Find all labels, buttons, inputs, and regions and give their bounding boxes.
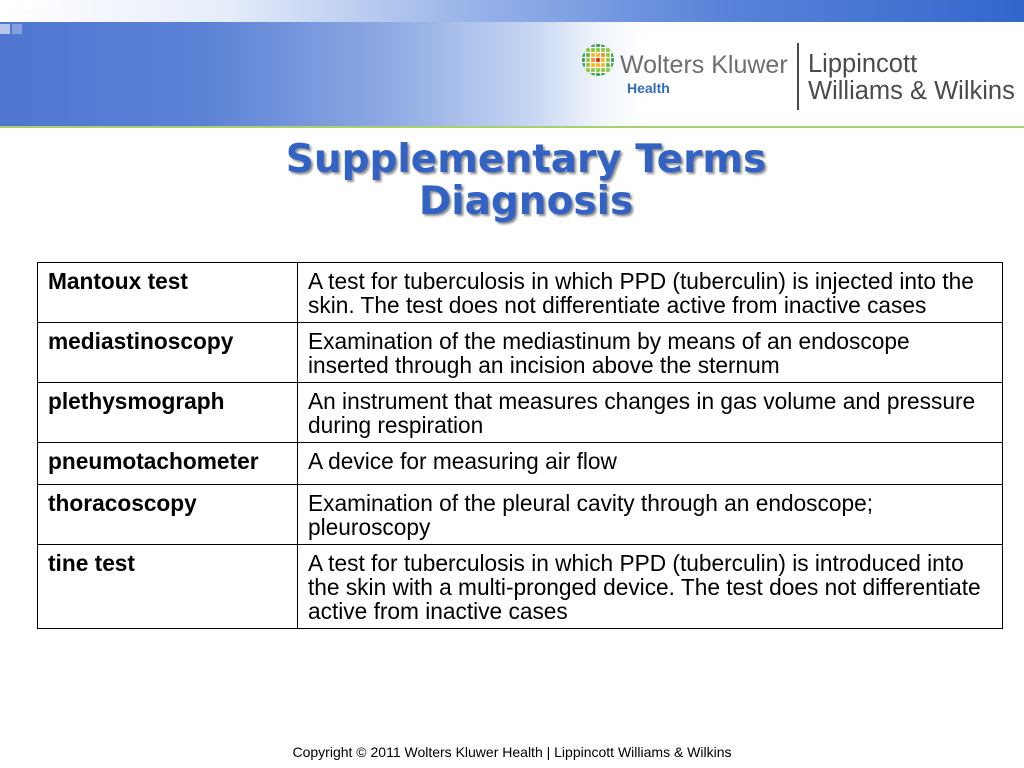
term-cell: tine test [38,545,298,629]
copyright-footer: Copyright © 2011 Wolters Kluwer Health | Lippincott Williams & Wilkins [292,744,732,760]
definition-cell: A test for tuberculosis in which PPD (tuberculin) is injected into the skin. The test does not differentiate active from inactive cases [298,263,1003,323]
term-cell: thoracoscopy [38,485,298,545]
imprint-name-line-1: Lippincott [808,50,918,78]
division-name: Health [627,80,670,96]
term-cell: plethysmograph [38,383,298,443]
definition-cell: Examination of the pleural cavity through an endoscope; pleuroscopy [298,485,1003,545]
publisher-logo [0,0,1024,128]
term-cell: mediastinoscopy [38,323,298,383]
table-row [38,323,1003,383]
table-row [38,485,1003,545]
wolters-kluwer-globe-icon [581,43,615,77]
table-row [38,545,1003,629]
slide-title [40,139,1012,223]
title-line-1: Supplementary Terms [285,137,767,182]
table-row [38,383,1003,443]
term-cell: Mantoux test [38,263,298,323]
definition-cell: An instrument that measures changes in gas volume and pressure during respiration [298,383,1003,443]
definition-cell: A test for tuberculosis in which PPD (tuberculin) is introduced into the skin with a multi-pronged device. The test does not differentiate active from inactive cases [298,545,1003,629]
brand-name: Wolters Kluwer [620,51,788,79]
header-band [0,0,1024,128]
term-cell: pneumotachometer [38,443,298,485]
logo-divider [797,43,799,110]
table-row [38,443,1003,485]
terms-table [37,262,1003,629]
table-row [38,263,1003,323]
definition-cell: Examination of the mediastinum by means of an endoscope inserted through an incision above the sternum [298,323,1003,383]
imprint-name-line-2: Williams & Wilkins [808,77,1015,105]
definition-cell: A device for measuring air flow [298,443,1003,485]
title-line-2: Diagnosis [418,179,634,224]
